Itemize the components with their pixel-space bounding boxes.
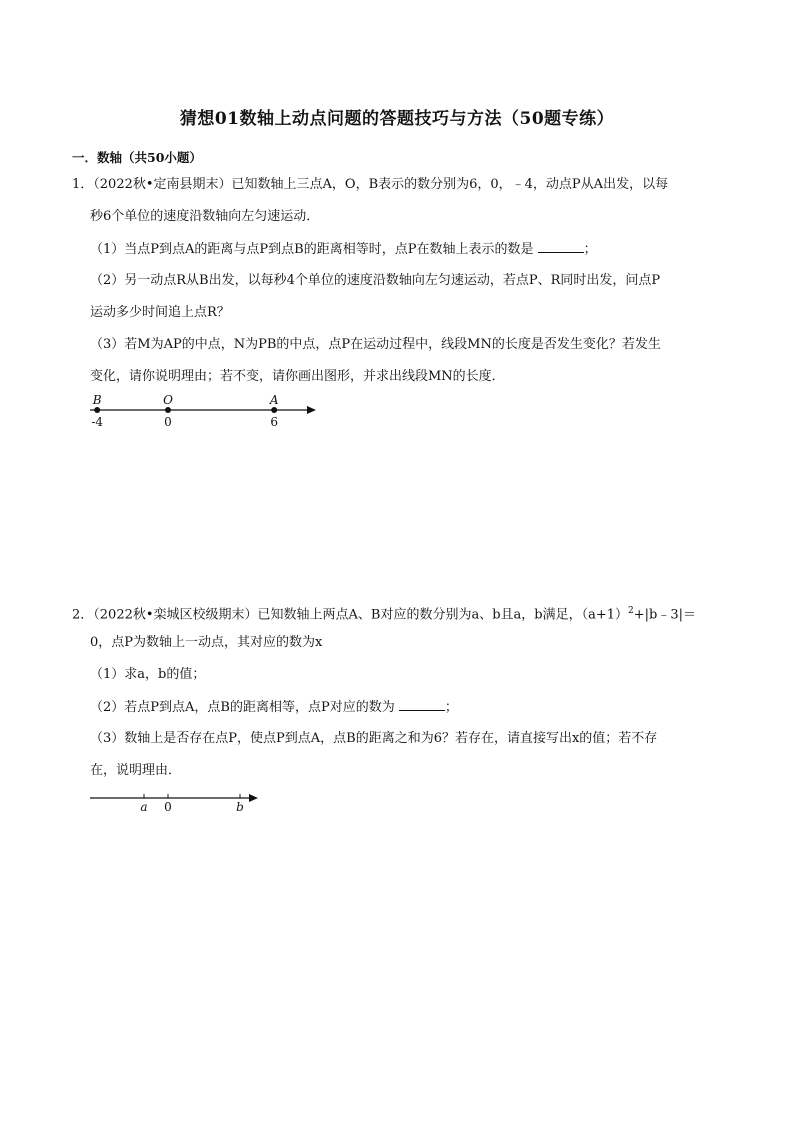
- q2-part1: （1）求a，b的值；: [90, 667, 206, 682]
- q1-point-letter-a: A: [269, 393, 279, 407]
- q1-point-letter-b: B: [92, 393, 102, 407]
- q2-part3-line1: （3）数轴上是否存在点P，使点P到点A，点B的距离之和为6？若存在，请直接写出x的值；若不存: [90, 731, 658, 746]
- q2-axis-label-0: a: [140, 800, 148, 814]
- q1-part3-line2: 变化，请你说明理由；若不变，请你画出图形，并求出线段MN的长度．: [90, 369, 505, 384]
- q1-stem-line2: 秒6个单位的速度沿数轴向左匀速运动．: [90, 209, 320, 224]
- q1-part1-end: ；: [583, 242, 597, 257]
- page-title: 猜想01数轴上动点问题的答题技巧与方法（50题专练）: [179, 109, 615, 129]
- q1-part2-line2: 运动多少时间追上点R？: [90, 305, 230, 320]
- q1-part3-line1: （3）若M为AP的中点，N为PB的中点，点P在运动过程中，线段MN的长度是否发生变化？若发生: [90, 337, 661, 352]
- q2-part3-line2: 在，说明理由．: [90, 763, 182, 778]
- q1-part2-line1: （2）另一动点R从B出发，以每秒4个单位的速度沿数轴向左匀速运动，若点P、R同时出发，问点P: [90, 273, 661, 288]
- q2-stem-text-a: 2．（2022秋•栾城区校级期末）已知数轴上两点A、B对应的数分别为a、b且a，b满足，（a+1）: [72, 607, 629, 623]
- q2-stem-line2: 0，点P为数轴上一动点，其对应的数为x: [90, 635, 323, 650]
- q1-point-value-b: -4: [91, 415, 104, 429]
- q2-axis-label-1: 0: [164, 800, 172, 814]
- q2-axis-label-2: b: [236, 800, 244, 814]
- q2-exponent: 2: [628, 606, 634, 616]
- q1-point-letter-o: O: [163, 393, 173, 407]
- q1-point-value-o: 0: [164, 415, 172, 429]
- q2-part2-end: ；: [444, 700, 458, 715]
- q1-part1-text: （1）当点P到点A的距离与点P到点B的距离相等时，点P在数轴上表示的数是: [90, 242, 534, 257]
- q1-point-value-a: 6: [270, 415, 279, 429]
- section-heading: 一．数轴（共50小题）: [72, 150, 202, 165]
- q1-stem-line1: 1．（2022秋•定南县期末）已知数轴上三点A，O，B表示的数分别为6，0，﹣4，动点P从A出发，以每: [72, 177, 669, 192]
- q2-stem-text-b: +|b﹣3|＝: [633, 607, 697, 623]
- q2-part2-text: （2）若点P到点A，点B的距离相等，点P对应的数为: [90, 700, 395, 715]
